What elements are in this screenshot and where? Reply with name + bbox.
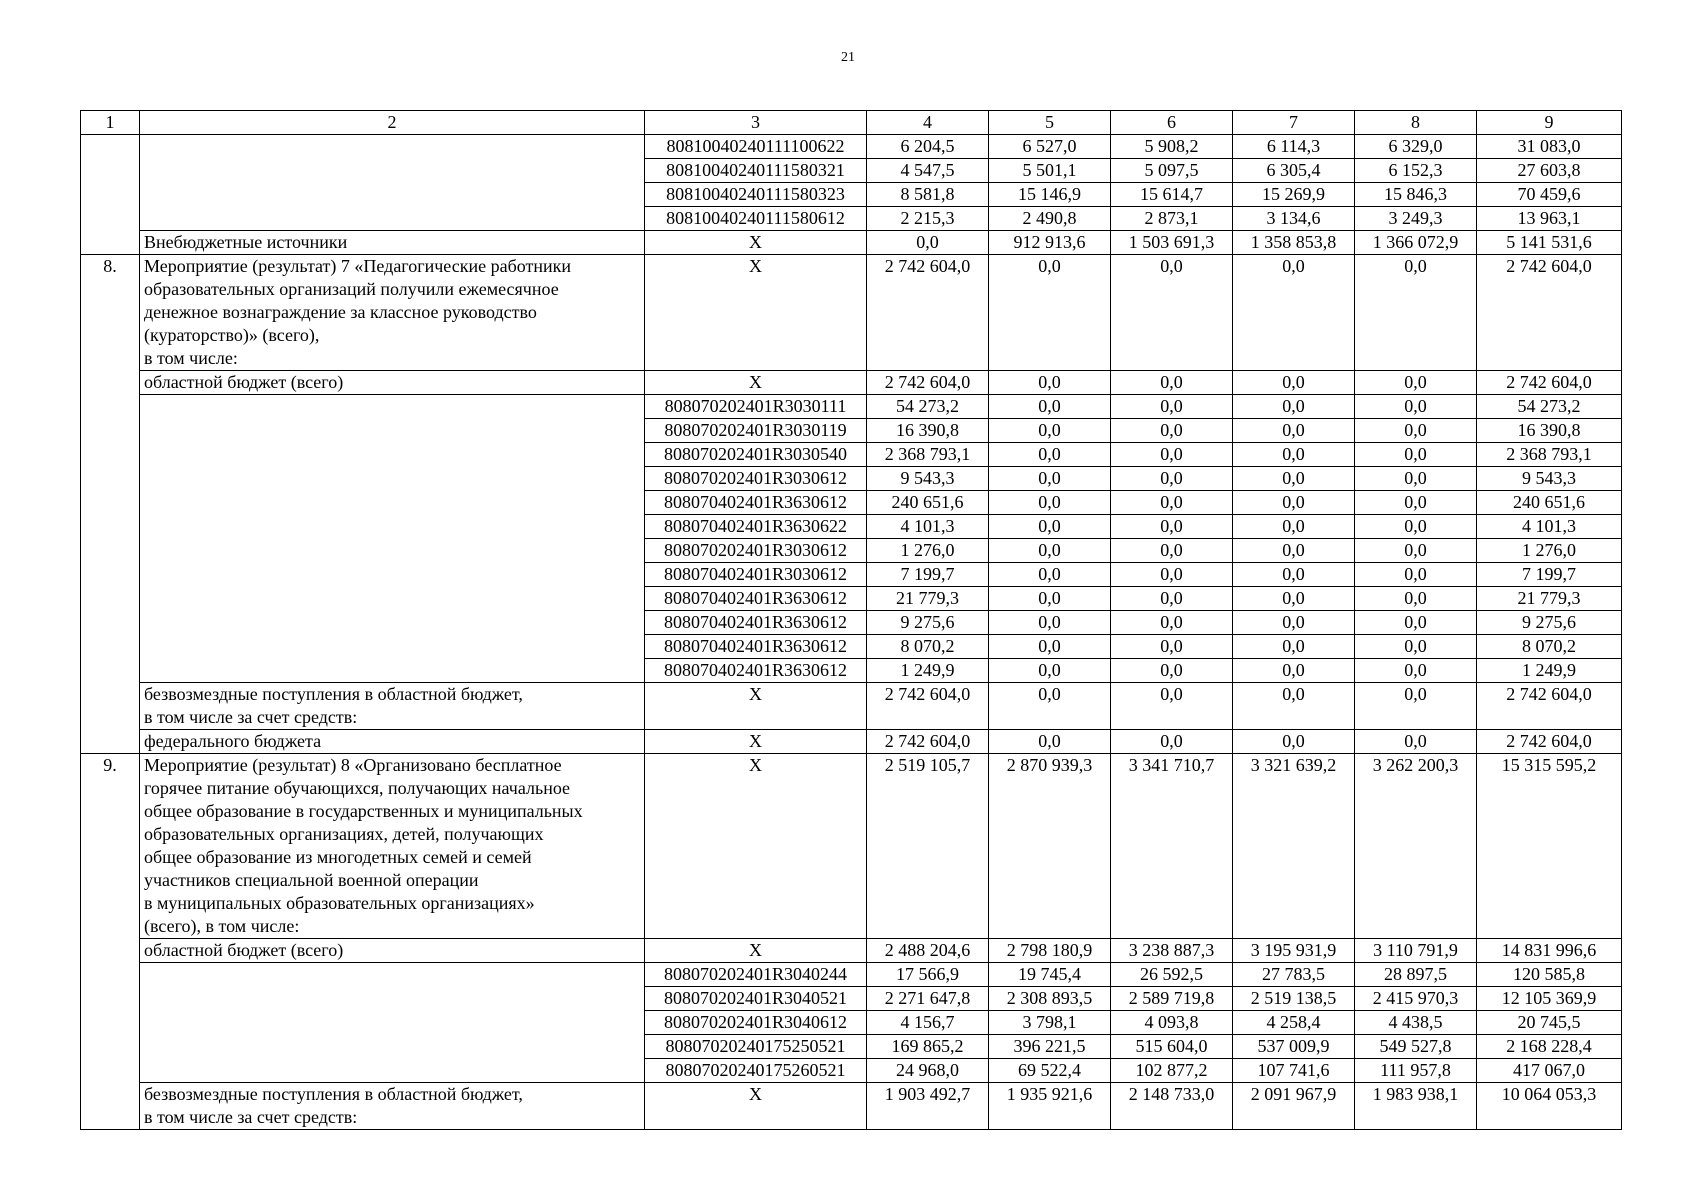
year-value-cell: 111 957,8 [1355, 1059, 1477, 1083]
budget-code-cell: 80810040240111100622 [645, 135, 867, 159]
row-label: Мероприятие (результат) 8 «Организовано бесплатное горячее питание обучающихся, получающих начальное общее образование в государственных и муниципальных образовательных организациях, детей, получающих общее образование из многодетных семей и семей участников специальной военной операции в муниципальных образовательных организациях» (всего), в том числе: [140, 754, 645, 939]
year-value-cell: 5 908,2 [1111, 135, 1233, 159]
total-value-cell: 20 745,5 [1477, 1011, 1622, 1035]
table-row [81, 371, 1622, 395]
budget-table [80, 110, 1622, 1130]
item-number-cell: 9. [81, 754, 140, 1130]
row-label [140, 395, 645, 683]
year-value-cell: 0,0 [1111, 395, 1233, 419]
column-header: 5 [989, 111, 1111, 135]
budget-code-cell: 80810040240111580321 [645, 159, 867, 183]
table-row [81, 754, 1622, 939]
year-value-cell: 0,0 [1355, 635, 1477, 659]
year-value-cell: 396 221,5 [989, 1035, 1111, 1059]
total-value-cell: 4 101,3 [1477, 515, 1622, 539]
row-label: безвозмездные поступления в областной бюджет, в том числе за счет средств: [140, 683, 645, 730]
total-value-cell: 7 199,7 [1477, 563, 1622, 587]
year-value-cell: 0,0 [1355, 611, 1477, 635]
year-value-cell: 0,0 [989, 491, 1111, 515]
total-value-cell: 70 459,6 [1477, 183, 1622, 207]
budget-code-cell: 808070402401R3630612 [645, 659, 867, 683]
year-value-cell: 0,0 [1111, 419, 1233, 443]
year-value-cell: 3 110 791,9 [1355, 939, 1477, 963]
year-value-cell: 2 308 893,5 [989, 987, 1111, 1011]
year-value-cell: 1 503 691,3 [1111, 231, 1233, 255]
total-value-cell: 2 742 604,0 [1477, 371, 1622, 395]
year-value-cell: 107 741,6 [1233, 1059, 1355, 1083]
year-value-cell: 2 215,3 [867, 207, 989, 231]
year-value-cell: 69 522,4 [989, 1059, 1111, 1083]
year-value-cell: 9 543,3 [867, 467, 989, 491]
budget-code-cell: 808070202401R3040612 [645, 1011, 867, 1035]
year-value-cell: 0,0 [989, 611, 1111, 635]
year-value-cell: 1 276,0 [867, 539, 989, 563]
total-value-cell: 2 742 604,0 [1477, 255, 1622, 371]
year-value-cell: 6 204,5 [867, 135, 989, 159]
total-value-cell: 2 368 793,1 [1477, 443, 1622, 467]
year-value-cell: 0,0 [1111, 371, 1233, 395]
year-value-cell: 2 415 970,3 [1355, 987, 1477, 1011]
year-value-cell: 0,0 [1233, 539, 1355, 563]
year-value-cell: 0,0 [989, 467, 1111, 491]
column-header: 1 [81, 111, 140, 135]
year-value-cell: 0,0 [1111, 611, 1233, 635]
year-value-cell: 21 779,3 [867, 587, 989, 611]
year-value-cell: 17 566,9 [867, 963, 989, 987]
budget-code-cell: 808070202401R3040521 [645, 987, 867, 1011]
total-value-cell: 1 249,9 [1477, 659, 1622, 683]
budget-code-cell: Х [645, 371, 867, 395]
column-header: 2 [140, 111, 645, 135]
budget-code-cell: 808070402401R3030612 [645, 563, 867, 587]
year-value-cell: 0,0 [989, 539, 1111, 563]
year-value-cell: 8 070,2 [867, 635, 989, 659]
year-value-cell: 0,0 [989, 730, 1111, 754]
year-value-cell: 8 581,8 [867, 183, 989, 207]
row-label [140, 963, 645, 1083]
row-label: федерального бюджета [140, 730, 645, 754]
year-value-cell: 0,0 [1111, 683, 1233, 730]
budget-code-cell: 808070402401R3630612 [645, 587, 867, 611]
year-value-cell: 7 199,7 [867, 563, 989, 587]
year-value-cell: 5 501,1 [989, 159, 1111, 183]
year-value-cell: 6 152,3 [1355, 159, 1477, 183]
year-value-cell: 0,0 [1233, 443, 1355, 467]
year-value-cell: 0,0 [1111, 443, 1233, 467]
year-value-cell: 0,0 [1355, 371, 1477, 395]
year-value-cell: 2 798 180,9 [989, 939, 1111, 963]
year-value-cell: 15 614,7 [1111, 183, 1233, 207]
budget-code-cell: Х [645, 754, 867, 939]
year-value-cell: 2 742 604,0 [867, 371, 989, 395]
budget-code-cell: 80810040240111580323 [645, 183, 867, 207]
year-value-cell: 16 390,8 [867, 419, 989, 443]
year-value-cell: 2 742 604,0 [867, 730, 989, 754]
year-value-cell: 0,0 [989, 443, 1111, 467]
budget-code-cell: 808070402401R3630612 [645, 635, 867, 659]
year-value-cell: 2 589 719,8 [1111, 987, 1233, 1011]
year-value-cell: 0,0 [1355, 255, 1477, 371]
budget-code-cell: 80807020240175250521 [645, 1035, 867, 1059]
year-value-cell: 3 238 887,3 [1111, 939, 1233, 963]
year-value-cell: 3 321 639,2 [1233, 754, 1355, 939]
year-value-cell: 28 897,5 [1355, 963, 1477, 987]
table-row [81, 395, 1622, 419]
column-header: 7 [1233, 111, 1355, 135]
year-value-cell: 515 604,0 [1111, 1035, 1233, 1059]
year-value-cell: 169 865,2 [867, 1035, 989, 1059]
total-value-cell: 2 742 604,0 [1477, 683, 1622, 730]
year-value-cell: 4 438,5 [1355, 1011, 1477, 1035]
budget-code-cell: 808070202401R3030612 [645, 467, 867, 491]
year-value-cell: 19 745,4 [989, 963, 1111, 987]
year-value-cell: 0,0 [1233, 371, 1355, 395]
year-value-cell: 0,0 [989, 587, 1111, 611]
year-value-cell: 3 798,1 [989, 1011, 1111, 1035]
year-value-cell: 0,0 [1233, 395, 1355, 419]
year-value-cell: 24 968,0 [867, 1059, 989, 1083]
budget-code-cell: 808070202401R3030540 [645, 443, 867, 467]
year-value-cell: 2 368 793,1 [867, 443, 989, 467]
budget-code-cell: Х [645, 939, 867, 963]
year-value-cell: 3 134,6 [1233, 207, 1355, 231]
budget-code-cell: Х [645, 1083, 867, 1130]
total-value-cell: 9 275,6 [1477, 611, 1622, 635]
year-value-cell: 912 913,6 [989, 231, 1111, 255]
year-value-cell: 0,0 [989, 563, 1111, 587]
year-value-cell: 0,0 [1355, 683, 1477, 730]
year-value-cell: 9 275,6 [867, 611, 989, 635]
total-value-cell: 120 585,8 [1477, 963, 1622, 987]
year-value-cell: 0,0 [1233, 563, 1355, 587]
budget-code-cell: 808070402401R3630622 [645, 515, 867, 539]
total-value-cell: 31 083,0 [1477, 135, 1622, 159]
year-value-cell: 0,0 [1233, 659, 1355, 683]
total-value-cell: 9 543,3 [1477, 467, 1622, 491]
year-value-cell: 0,0 [1233, 515, 1355, 539]
year-value-cell: 0,0 [1233, 683, 1355, 730]
year-value-cell: 0,0 [1111, 515, 1233, 539]
budget-code-cell: 808070402401R3630612 [645, 491, 867, 515]
header-row [81, 111, 1622, 135]
year-value-cell: 15 269,9 [1233, 183, 1355, 207]
year-value-cell: 0,0 [989, 371, 1111, 395]
total-value-cell: 21 779,3 [1477, 587, 1622, 611]
total-value-cell: 1 276,0 [1477, 539, 1622, 563]
year-value-cell: 2 490,8 [989, 207, 1111, 231]
year-value-cell: 549 527,8 [1355, 1035, 1477, 1059]
year-value-cell: 4 101,3 [867, 515, 989, 539]
year-value-cell: 6 305,4 [1233, 159, 1355, 183]
total-value-cell: 13 963,1 [1477, 207, 1622, 231]
year-value-cell: 0,0 [1355, 515, 1477, 539]
year-value-cell: 4 093,8 [1111, 1011, 1233, 1035]
total-value-cell: 15 315 595,2 [1477, 754, 1622, 939]
year-value-cell: 1 903 492,7 [867, 1083, 989, 1130]
year-value-cell: 0,0 [1111, 659, 1233, 683]
year-value-cell: 2 148 733,0 [1111, 1083, 1233, 1130]
year-value-cell: 2 488 204,6 [867, 939, 989, 963]
year-value-cell: 2 519 105,7 [867, 754, 989, 939]
year-value-cell: 6 329,0 [1355, 135, 1477, 159]
table-row [81, 683, 1622, 730]
budget-code-cell: 80807020240175260521 [645, 1059, 867, 1083]
year-value-cell: 0,0 [989, 659, 1111, 683]
year-value-cell: 0,0 [1355, 443, 1477, 467]
budget-code-cell: 808070202401R3030119 [645, 419, 867, 443]
year-value-cell: 1 249,9 [867, 659, 989, 683]
budget-code-cell: 808070202401R3030612 [645, 539, 867, 563]
year-value-cell: 0,0 [1355, 563, 1477, 587]
column-header: 8 [1355, 111, 1477, 135]
item-number-cell: 8. [81, 255, 140, 754]
column-header: 6 [1111, 111, 1233, 135]
year-value-cell: 0,0 [1233, 635, 1355, 659]
year-value-cell: 54 273,2 [867, 395, 989, 419]
year-value-cell: 3 249,3 [1355, 207, 1477, 231]
total-value-cell: 27 603,8 [1477, 159, 1622, 183]
year-value-cell: 0,0 [867, 231, 989, 255]
year-value-cell: 0,0 [1233, 255, 1355, 371]
year-value-cell: 0,0 [1111, 467, 1233, 491]
row-label: Мероприятие (результат) 7 «Педагогические работники образовательных организаций получили ежемесячное денежное вознаграждение за классное руководство (кураторство)» (всего), в том числе: [140, 255, 645, 371]
table-row [81, 231, 1622, 255]
year-value-cell: 0,0 [1355, 587, 1477, 611]
year-value-cell: 5 097,5 [1111, 159, 1233, 183]
year-value-cell: 2 742 604,0 [867, 255, 989, 371]
year-value-cell: 1 935 921,6 [989, 1083, 1111, 1130]
year-value-cell: 2 519 138,5 [1233, 987, 1355, 1011]
year-value-cell: 3 341 710,7 [1111, 754, 1233, 939]
year-value-cell: 0,0 [1355, 395, 1477, 419]
total-value-cell: 5 141 531,6 [1477, 231, 1622, 255]
total-value-cell: 54 273,2 [1477, 395, 1622, 419]
page-number: 21 [841, 50, 855, 65]
budget-code-cell: Х [645, 730, 867, 754]
year-value-cell: 0,0 [1233, 730, 1355, 754]
column-header: 3 [645, 111, 867, 135]
budget-code-cell: Х [645, 683, 867, 730]
year-value-cell: 2 870 939,3 [989, 754, 1111, 939]
year-value-cell: 2 271 647,8 [867, 987, 989, 1011]
year-value-cell: 0,0 [1111, 635, 1233, 659]
year-value-cell: 15 846,3 [1355, 183, 1477, 207]
total-value-cell: 10 064 053,3 [1477, 1083, 1622, 1130]
total-value-cell: 16 390,8 [1477, 419, 1622, 443]
total-value-cell: 8 070,2 [1477, 635, 1622, 659]
year-value-cell: 0,0 [1355, 730, 1477, 754]
total-value-cell: 14 831 996,6 [1477, 939, 1622, 963]
budget-code-cell: 80810040240111580612 [645, 207, 867, 231]
year-value-cell: 0,0 [989, 635, 1111, 659]
year-value-cell: 0,0 [989, 683, 1111, 730]
year-value-cell: 240 651,6 [867, 491, 989, 515]
year-value-cell: 0,0 [1111, 563, 1233, 587]
year-value-cell: 0,0 [989, 255, 1111, 371]
row-label: безвозмездные поступления в областной бюджет, в том числе за счет средств: [140, 1083, 645, 1130]
total-value-cell: 12 105 369,9 [1477, 987, 1622, 1011]
year-value-cell: 537 009,9 [1233, 1035, 1355, 1059]
budget-code-cell: 808070202401R3040244 [645, 963, 867, 987]
year-value-cell: 0,0 [1111, 539, 1233, 563]
table-row [81, 939, 1622, 963]
table-row [81, 963, 1622, 987]
row-label: областной бюджет (всего) [140, 371, 645, 395]
item-number-cell [81, 135, 140, 255]
year-value-cell: 0,0 [1111, 587, 1233, 611]
table-row [81, 730, 1622, 754]
total-value-cell: 240 651,6 [1477, 491, 1622, 515]
year-value-cell: 1 366 072,9 [1355, 231, 1477, 255]
year-value-cell: 0,0 [1355, 491, 1477, 515]
year-value-cell: 27 783,5 [1233, 963, 1355, 987]
year-value-cell: 4 258,4 [1233, 1011, 1355, 1035]
year-value-cell: 0,0 [1111, 255, 1233, 371]
year-value-cell: 0,0 [989, 419, 1111, 443]
year-value-cell: 4 547,5 [867, 159, 989, 183]
year-value-cell: 0,0 [1111, 730, 1233, 754]
year-value-cell: 26 592,5 [1111, 963, 1233, 987]
total-value-cell: 2 168 228,4 [1477, 1035, 1622, 1059]
budget-code-cell: 808070402401R3630612 [645, 611, 867, 635]
row-label [140, 135, 645, 231]
year-value-cell: 4 156,7 [867, 1011, 989, 1035]
year-value-cell: 2 873,1 [1111, 207, 1233, 231]
year-value-cell: 1 358 853,8 [1233, 231, 1355, 255]
row-label: Внебюджетные источники [140, 231, 645, 255]
budget-code-cell: 808070202401R3030111 [645, 395, 867, 419]
year-value-cell: 2 742 604,0 [867, 683, 989, 730]
total-value-cell: 417 067,0 [1477, 1059, 1622, 1083]
year-value-cell: 102 877,2 [1111, 1059, 1233, 1083]
year-value-cell: 0,0 [1355, 659, 1477, 683]
column-header: 9 [1477, 111, 1622, 135]
year-value-cell: 0,0 [1233, 611, 1355, 635]
year-value-cell: 0,0 [1355, 419, 1477, 443]
year-value-cell: 3 262 200,3 [1355, 754, 1477, 939]
year-value-cell: 6 527,0 [989, 135, 1111, 159]
year-value-cell: 0,0 [1233, 587, 1355, 611]
total-value-cell: 2 742 604,0 [1477, 730, 1622, 754]
year-value-cell: 0,0 [1355, 539, 1477, 563]
year-value-cell: 1 983 938,1 [1355, 1083, 1477, 1130]
year-value-cell: 15 146,9 [989, 183, 1111, 207]
table-row [81, 255, 1622, 371]
year-value-cell: 0,0 [989, 515, 1111, 539]
row-label: областной бюджет (всего) [140, 939, 645, 963]
year-value-cell: 0,0 [1111, 491, 1233, 515]
year-value-cell: 0,0 [1233, 491, 1355, 515]
budget-code-cell: Х [645, 255, 867, 371]
table-row [81, 1083, 1622, 1130]
year-value-cell: 2 091 967,9 [1233, 1083, 1355, 1130]
year-value-cell: 6 114,3 [1233, 135, 1355, 159]
budget-code-cell: Х [645, 231, 867, 255]
year-value-cell: 0,0 [1355, 467, 1477, 491]
year-value-cell: 3 195 931,9 [1233, 939, 1355, 963]
year-value-cell: 0,0 [989, 395, 1111, 419]
table-row [81, 135, 1622, 159]
column-header: 4 [867, 111, 989, 135]
year-value-cell: 0,0 [1233, 419, 1355, 443]
year-value-cell: 0,0 [1233, 467, 1355, 491]
